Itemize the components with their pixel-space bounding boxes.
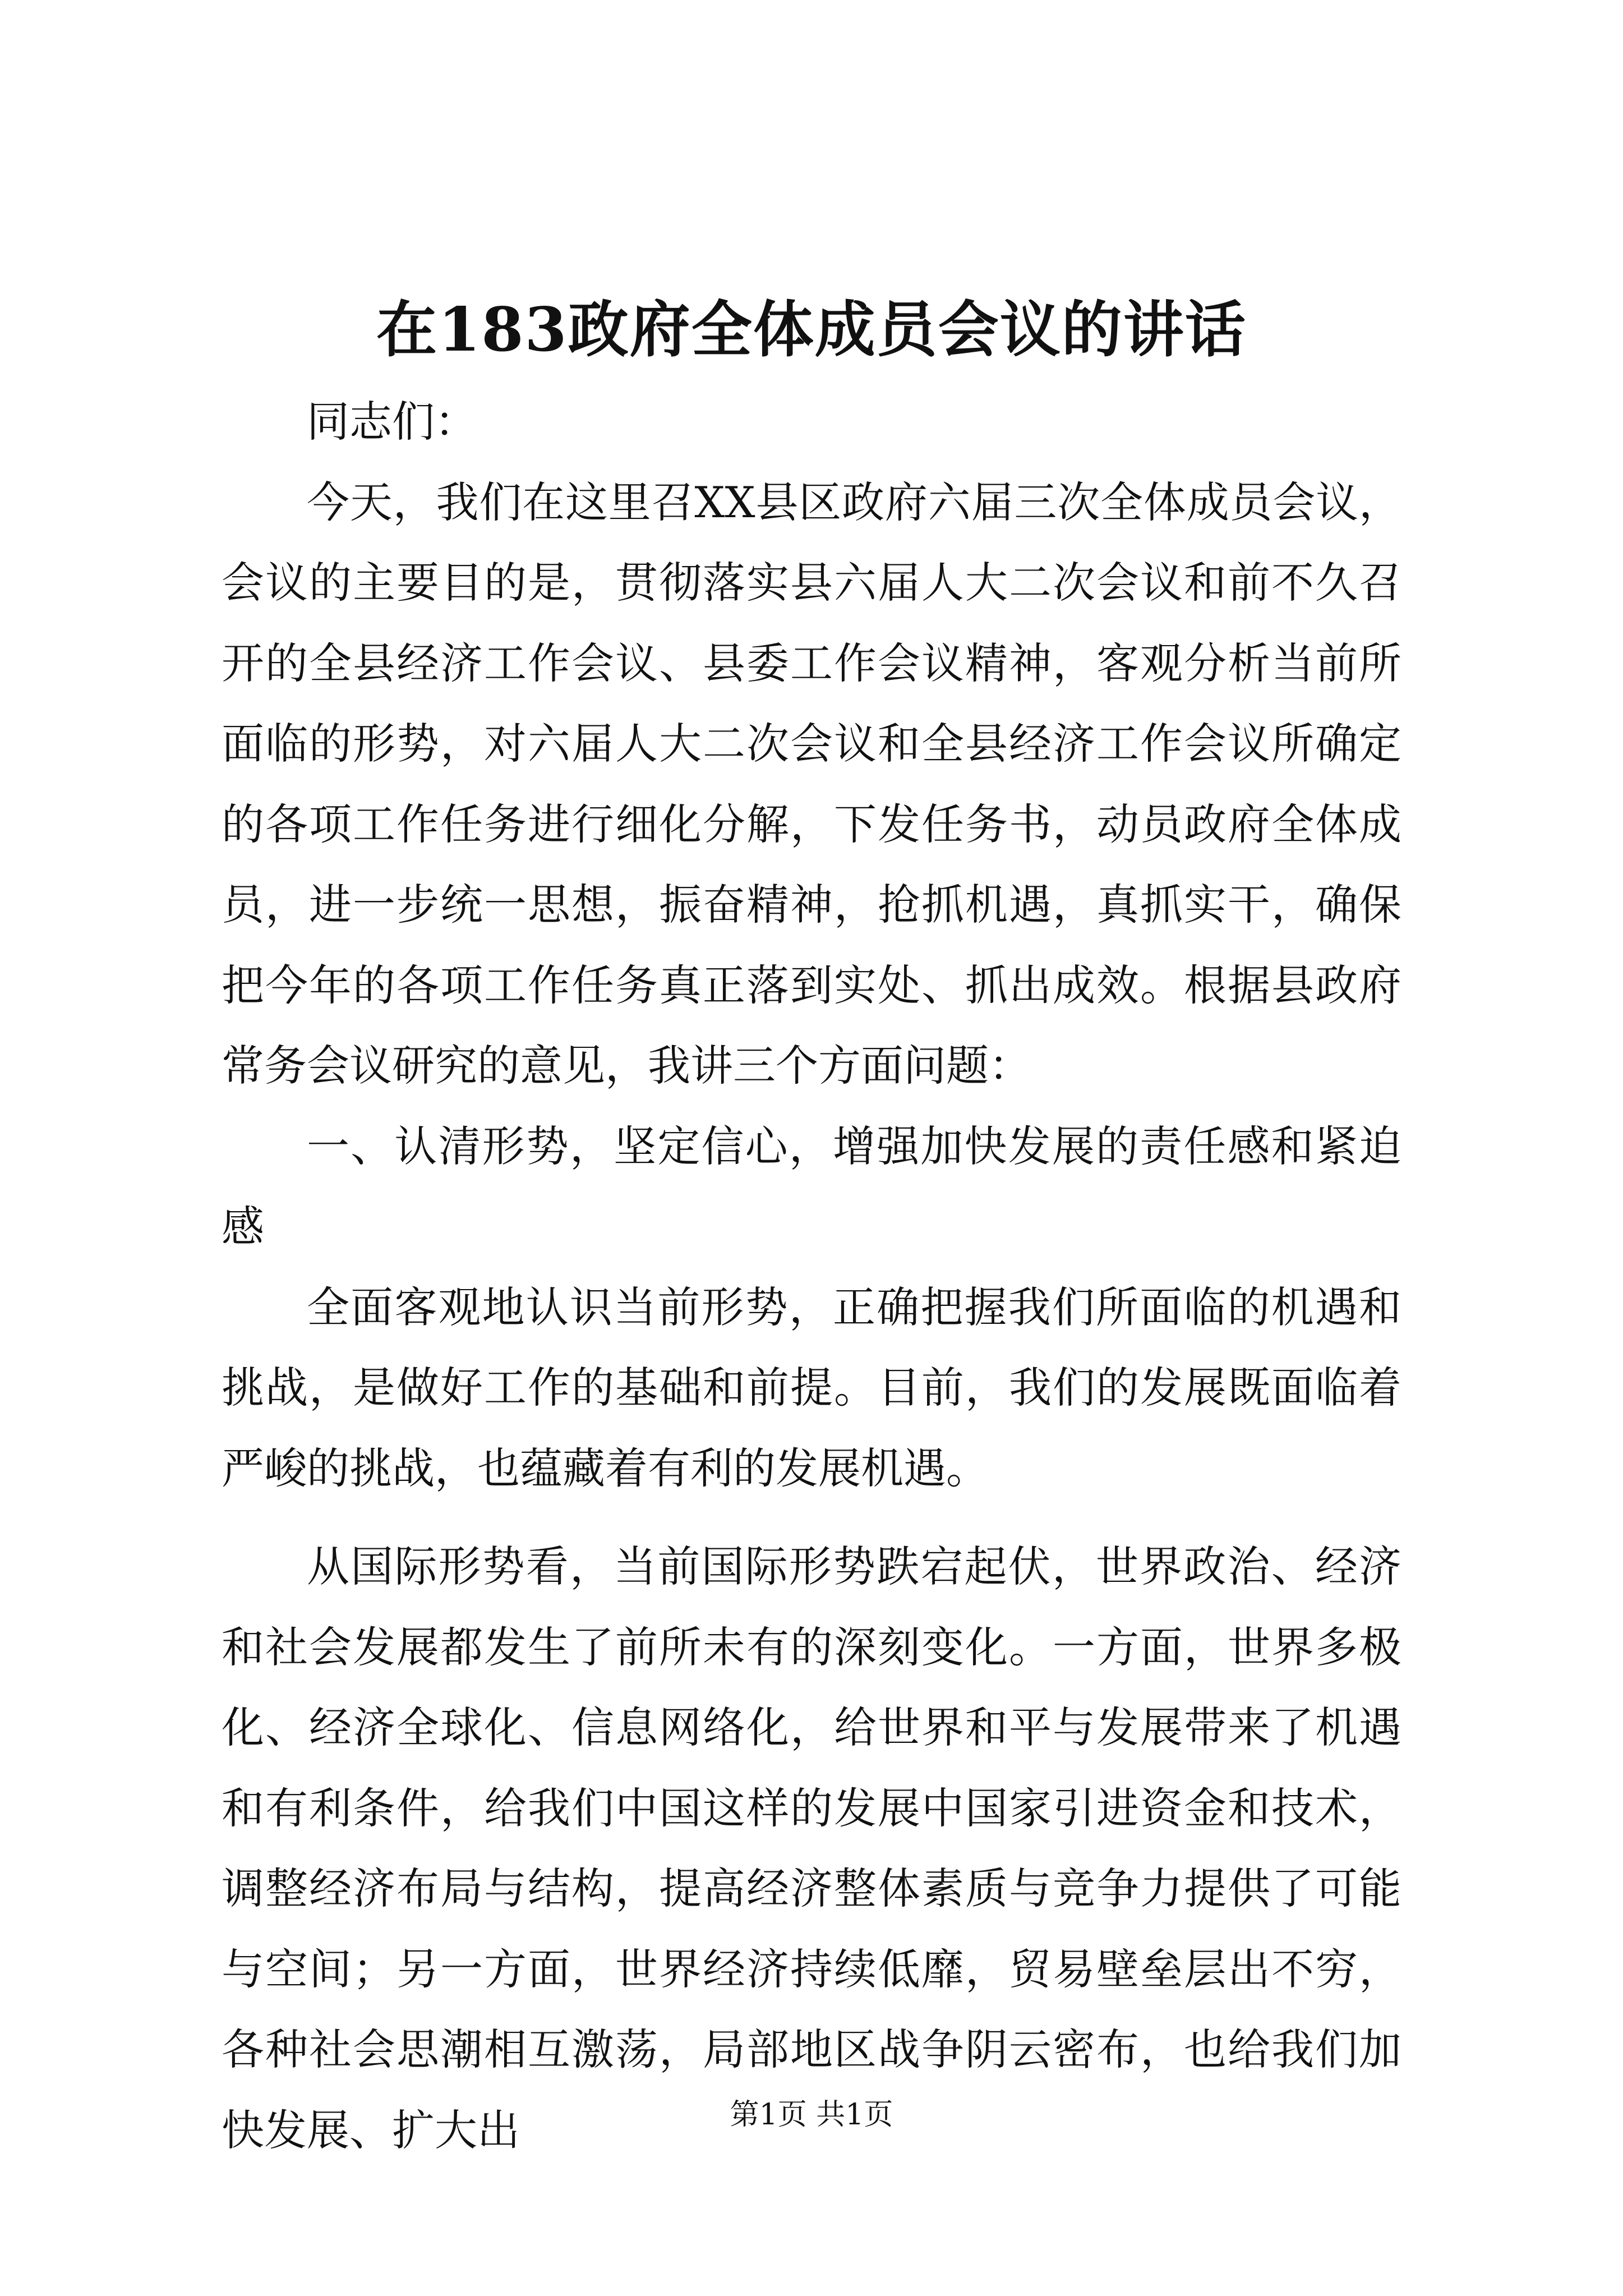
document-title: 在183政府全体成员会议的讲话 bbox=[376, 295, 1247, 365]
page-footer: 第1页 共1页 bbox=[730, 2098, 893, 2132]
international-situation-paragraph: 从国际形势看，当前国际形势跌宕起伏，世界政治、经济和社会发展都发生了前所未有的深刻变化。一方面，世界多极化、经济全球化、信息网络化，给世界和平与发展带来了机遇和有利条件，给我们中国这样的发展中国家引进资金和技术，调整经济布局与结构，提高经济整体素质与竞争力提供了可能与空间；另一方面，世界经济持续低靡，贸易壁垒层出不穷，各种社会思潮相互激荡，局部地区战争阴云密布，也给我们加快发展、扩大出 bbox=[222, 1542, 1401, 2155]
document-body bbox=[222, 381, 1401, 2170]
salutation-paragraph: 同志们： bbox=[307, 397, 477, 447]
section-heading-paragraph: 一、认清形势，坚定信心，增强加快发展的责任感和紧迫感 bbox=[222, 1121, 1401, 1251]
intro-paragraph: 今天，我们在这里召XX县区政府六届三次全体成员会议，会议的主要目的是，贯彻落实县六届人大二次会议和前不久召开的全县经济工作会议、县委工作会议精神，客观分析当前所面临的形势，对六届人大二次会议和全县经济工作会议所确定的各项工作任务进行细化分解，下发任务书，动员政府全体成员，进一步统一思想，振奋精神，抢抓机遇，真抓实干，确保把今年的各项工作任务真正落到实处、抓出成效。根据县政府常务会议研究的意见，我讲三个方面问题： bbox=[222, 477, 1401, 1091]
situation-paragraph: 全面客观地认识当前形势，正确把握我们所面临的机遇和挑战，是做好工作的基础和前提。目前，我们的发展既面临着严峻的挑战，也蕴藏着有利的发展机遇。 bbox=[222, 1282, 1401, 1493]
